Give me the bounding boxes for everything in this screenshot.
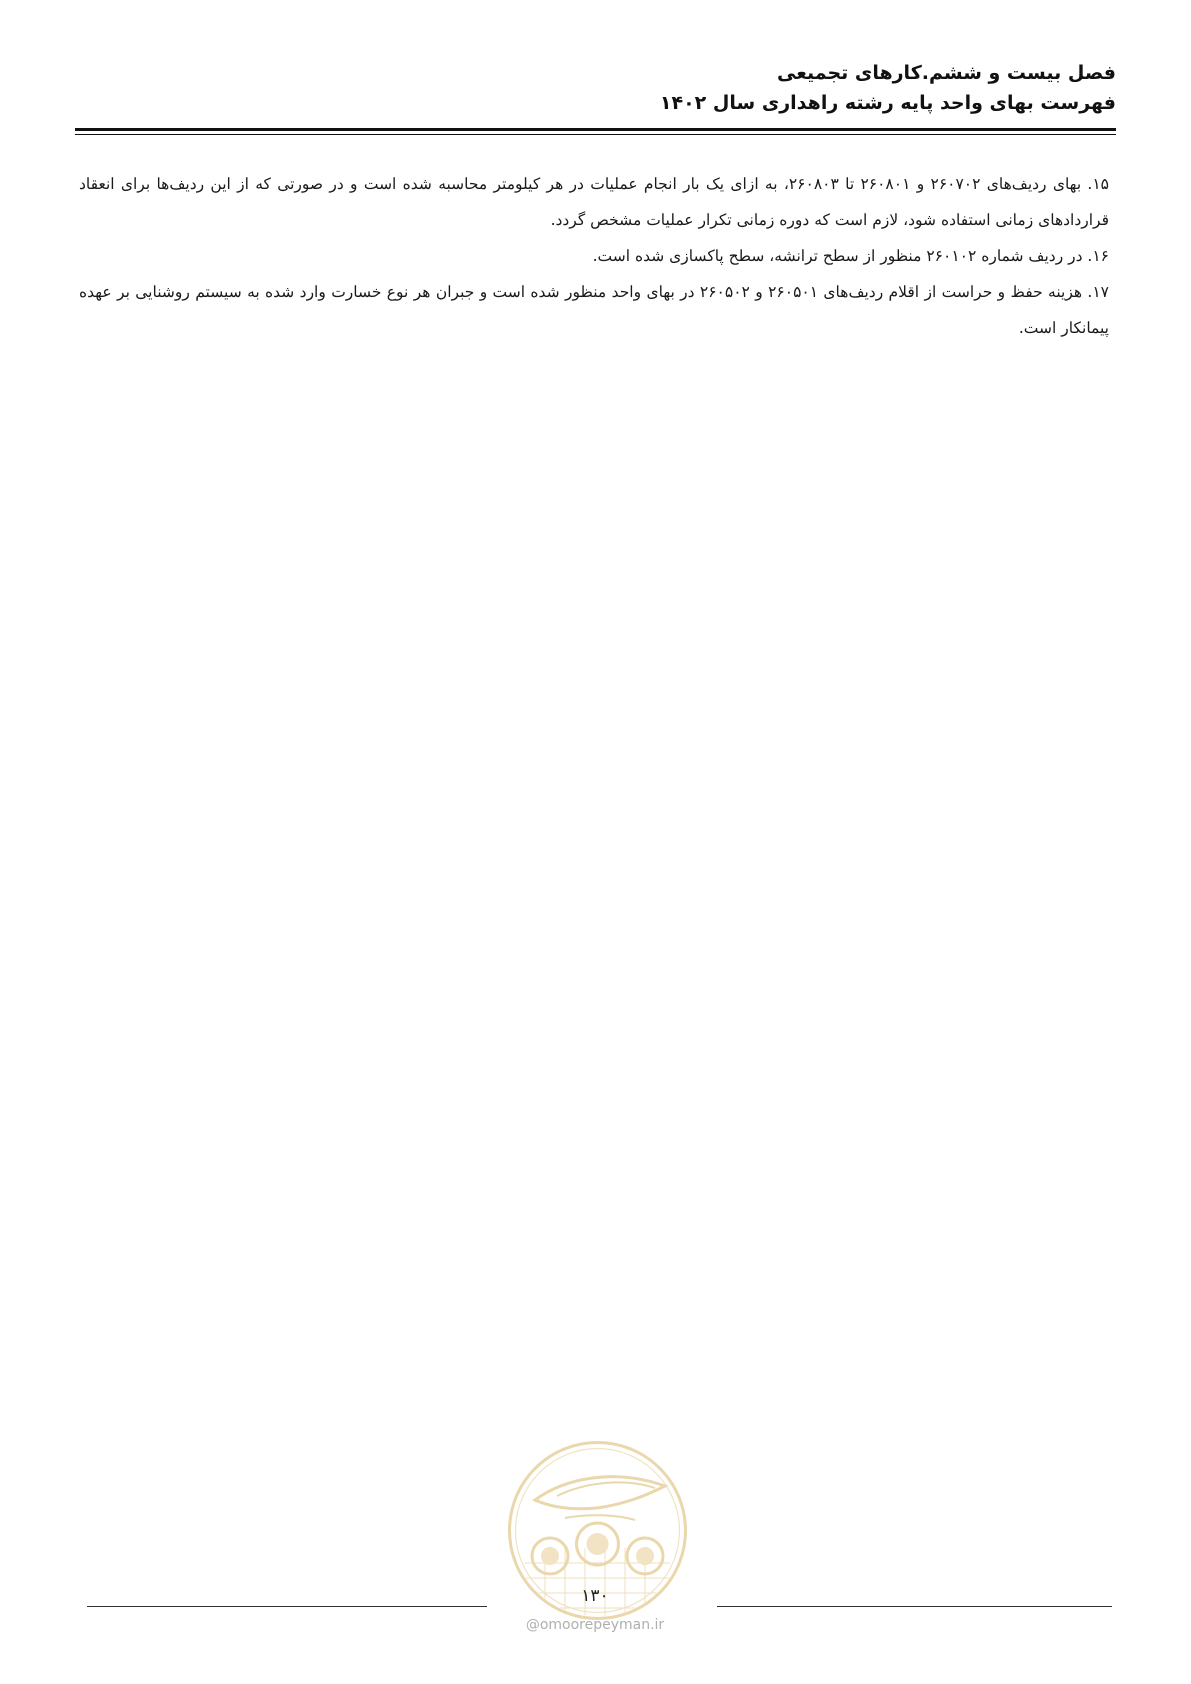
chapter-title: فصل بیست و ششم.کارهای تجمیعی <box>777 62 1116 84</box>
note-17: ۱۷. هزینه حفظ و حراست از اقلام ردیف‌های ۲۶۰۵۰۱ و ۲۶۰۵۰۲ در بهای واحد منظور شده است و جبران هر نوع خسارت وارد شده به سیستم روشنایی بر عهده پیمانکار است. <box>79 283 1109 337</box>
site-credit: @omoorepeyman.ir <box>525 1617 665 1633</box>
footer-rule-right <box>717 1606 1112 1607</box>
header-rule-thick <box>75 128 1116 131</box>
book-title: فهرست بهای واحد پایه رشته راهداری سال ۱۴۰۲ <box>659 92 1116 114</box>
header-rule-thin <box>75 134 1116 135</box>
page-number: ۱۳۰ <box>581 1586 609 1606</box>
note-16: ۱۶. در ردیف شماره ۲۶۰۱۰۲ منظور از سطح ترانشه، سطح پاکسازی شده است. <box>592 247 1109 265</box>
note-15: ۱۵. بهای ردیف‌های ۲۶۰۷۰۲ و ۲۶۰۸۰۱ تا ۲۶۰۸۰۳، به ازای یک بار انجام عملیات در هر کیلومتر محاسبه شده است و در صورتی که از این ردیف‌ها برای انعقاد قراردادهای زمانی استفاده شود، لازم است که دوره زمانی تکرار عملیات مشخص گردد. <box>79 175 1110 229</box>
page-header <box>76 58 1116 118</box>
footer-rule-left <box>87 1606 487 1607</box>
notes-section <box>79 166 1109 346</box>
